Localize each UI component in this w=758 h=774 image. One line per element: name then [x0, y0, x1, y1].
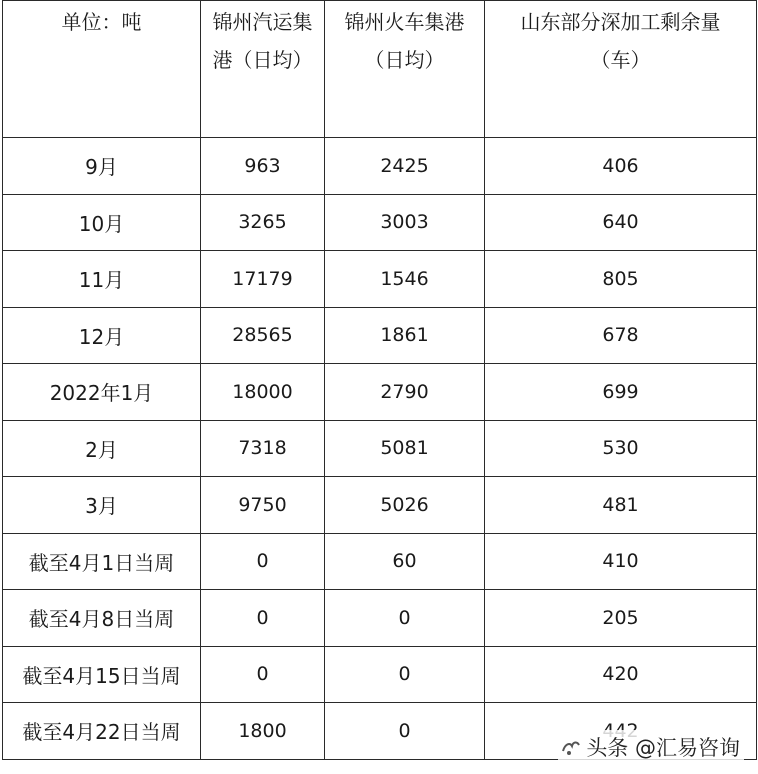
cell-period: 10月: [3, 194, 201, 251]
cell-period: 3月: [3, 477, 201, 534]
cell-jinzhou-rail: 3003: [325, 194, 485, 251]
cell-jinzhou-rail: 0: [325, 646, 485, 703]
cell-jinzhou-rail: 1861: [325, 307, 485, 364]
cell-jinzhou-rail: 0: [325, 703, 485, 760]
cell-period: 11月: [3, 251, 201, 308]
cell-period: 2月: [3, 420, 201, 477]
cell-jinzhou-rail: 60: [325, 533, 485, 590]
cell-jinzhou-truck: 7318: [201, 420, 325, 477]
header-unit: 单位：吨: [3, 1, 201, 138]
cell-period: 截至4月22日当周: [3, 703, 201, 760]
cell-period: 2022年1月: [3, 364, 201, 421]
header-jinzhou-rail: 锦州火车集港（日均）: [325, 1, 485, 138]
cell-jinzhou-rail: 2425: [325, 138, 485, 195]
watermark-text: 头条 @汇易咨询: [586, 736, 740, 760]
cell-jinzhou-truck: 28565: [201, 307, 325, 364]
cell-period: 截至4月15日当周: [3, 646, 201, 703]
cell-shandong-remaining: 205: [485, 590, 757, 647]
cell-jinzhou-truck: 18000: [201, 364, 325, 421]
header-jinzhou-truck: 锦州汽运集港（日均）: [201, 1, 325, 138]
cell-jinzhou-truck: 1800: [201, 703, 325, 760]
cell-jinzhou-rail: 0: [325, 590, 485, 647]
cell-jinzhou-truck: 9750: [201, 477, 325, 534]
watermark: [558, 730, 744, 764]
cell-shandong-remaining: 805: [485, 251, 757, 308]
cell-jinzhou-rail: 5081: [325, 420, 485, 477]
cell-jinzhou-truck: 963: [201, 138, 325, 195]
table-row: [3, 646, 757, 703]
table-row: [3, 138, 757, 195]
header-shandong-remaining: 山东部分深加工剩余量（车）: [485, 1, 757, 138]
table-row: [3, 477, 757, 534]
cell-shandong-remaining: 640: [485, 194, 757, 251]
cell-shandong-remaining: 678: [485, 307, 757, 364]
cell-jinzhou-truck: 0: [201, 646, 325, 703]
cell-shandong-remaining: 481: [485, 477, 757, 534]
cell-jinzhou-rail: 5026: [325, 477, 485, 534]
table-row: [3, 590, 757, 647]
cell-shandong-remaining: 420: [485, 646, 757, 703]
cell-period: 截至4月8日当周: [3, 590, 201, 647]
table-row: [3, 420, 757, 477]
cell-jinzhou-truck: 0: [201, 533, 325, 590]
table-row: [3, 194, 757, 251]
data-table: [2, 0, 757, 760]
cell-shandong-remaining: 406: [485, 138, 757, 195]
cell-shandong-remaining: 699: [485, 364, 757, 421]
table-body: [3, 138, 757, 760]
table-row: [3, 364, 757, 421]
cell-jinzhou-rail: 1546: [325, 251, 485, 308]
header-row: [3, 1, 757, 138]
table-row: [3, 251, 757, 308]
cell-jinzhou-truck: 17179: [201, 251, 325, 308]
table-row: [3, 307, 757, 364]
cell-period: 9月: [3, 138, 201, 195]
cell-shandong-remaining: 410: [485, 533, 757, 590]
cell-jinzhou-truck: 0: [201, 590, 325, 647]
table-row: [3, 533, 757, 590]
cell-jinzhou-rail: 2790: [325, 364, 485, 421]
cell-shandong-remaining: 530: [485, 420, 757, 477]
cell-jinzhou-truck: 3265: [201, 194, 325, 251]
toutiao-logo-icon: [560, 736, 582, 758]
cell-period: 12月: [3, 307, 201, 364]
cell-period: 截至4月1日当周: [3, 533, 201, 590]
